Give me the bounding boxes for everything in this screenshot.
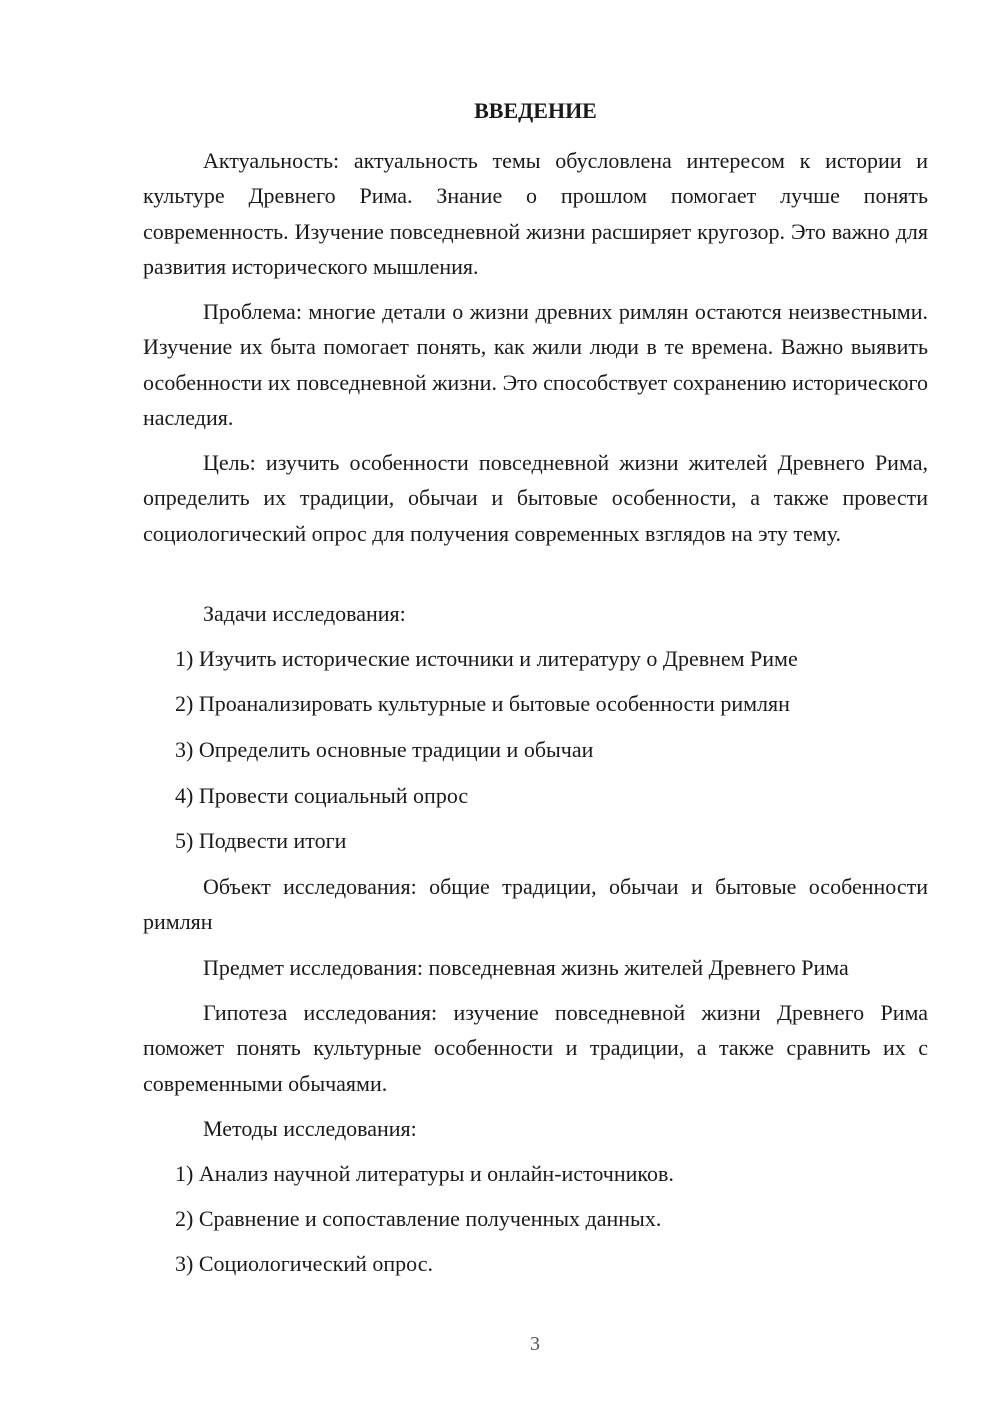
method-item: 3) Социологический опрос.	[175, 1251, 433, 1276]
goal-paragraph: Цель: изучить особенности повседневной жизни жителей Древнего Рима, определить их традиции, обычаи и бытовые особенности, а также провести социологический опрос для получения современных взглядов на эту тему.	[143, 450, 928, 546]
method-item: 2) Сравнение и сопоставление полученных данных.	[175, 1206, 662, 1231]
page-title: ВВЕДЕНИЕ	[474, 98, 597, 123]
task-item: 5) Подвести итоги	[175, 828, 347, 853]
relevance-paragraph: Актуальность: актуальность темы обусловлена интересом к истории и культуре Древнего Рима. Знание о прошлом помогает лучше понять современность. Изучение повседневной жизни расширяет кругозор. Это важно для развития исторического мышления.	[143, 148, 928, 279]
method-item: 1) Анализ научной литературы и онлайн-источников.	[175, 1161, 674, 1186]
tasks-heading: Задачи исследования:	[203, 601, 406, 626]
task-item: 4) Провести социальный опрос	[175, 783, 469, 808]
task-item: 1) Изучить исторические источники и литературу о Древнем Риме	[175, 646, 798, 671]
page-number: 3	[530, 1333, 540, 1355]
object-paragraph: Объект исследования: общие традиции, обычаи и бытовые особенности римлян	[143, 874, 928, 935]
problem-paragraph: Проблема: многие детали о жизни древних римлян остаются неизвестными. Изучение их быта помогает понять, как жили люди в те времена. Важно выявить особенности их повседневной жизни. Это способствует сохранению исторического наследия.	[143, 299, 928, 430]
task-item: 2) Проанализировать культурные и бытовые особенности римлян	[175, 691, 790, 716]
task-item: 3) Определить основные традиции и обычаи	[175, 737, 594, 762]
subject-paragraph: Предмет исследования: повседневная жизнь жителей Древнего Рима	[203, 955, 849, 980]
methods-heading: Методы исследования:	[203, 1116, 417, 1141]
hypothesis-paragraph: Гипотеза исследования: изучение повседневной жизни Древнего Рима поможет понять культурные особенности и традиции, а также сравнить их с современными обычаями.	[143, 1000, 928, 1096]
